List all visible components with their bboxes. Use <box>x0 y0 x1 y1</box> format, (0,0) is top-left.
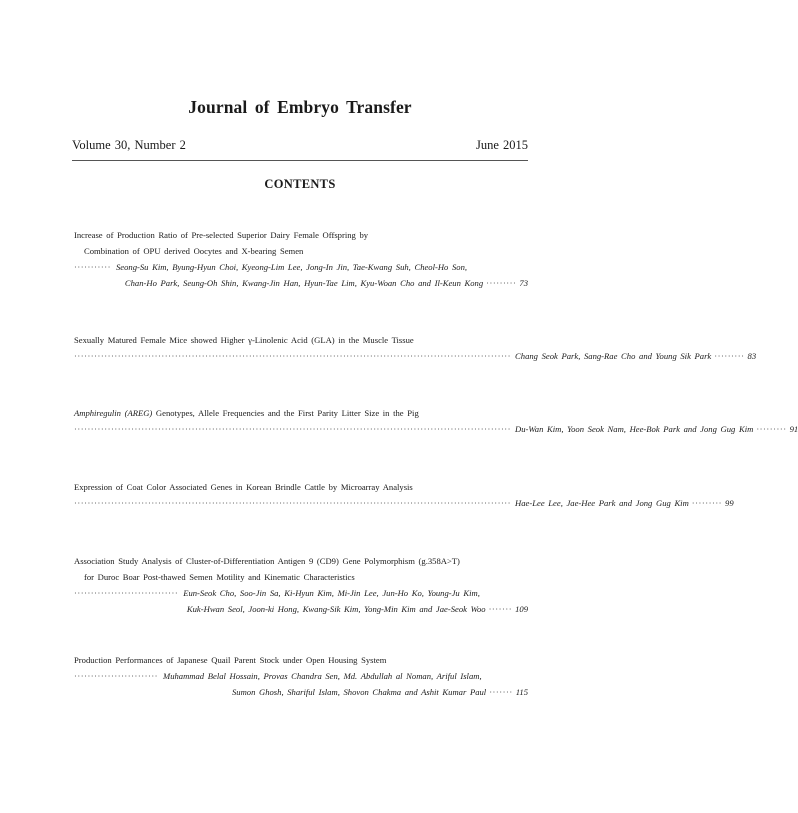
article-authors: Eun-Seok Cho, Soo-Jin Sa, Ki-Hyun Kim, Mi-Jin Lee, Jun-Ho Ko, Young-Ju Kim, <box>183 588 480 598</box>
page-number: 91 <box>789 424 798 434</box>
toc-entry[interactable] <box>74 332 757 364</box>
dot-leader: ········· <box>756 424 787 434</box>
article-title-rest: Genotypes, Allele Frequencies and the First Parity Litter Size in the Pig <box>152 408 419 418</box>
article-title <box>74 405 528 421</box>
header-divider <box>72 160 528 161</box>
issue-date: June 2015 <box>475 138 528 152</box>
page-number: 115 <box>515 687 528 697</box>
page-number: 109 <box>515 604 528 614</box>
dot-leader: ··········· <box>74 262 111 272</box>
author-line <box>74 495 734 511</box>
dot-leader: ······· <box>489 687 513 697</box>
author-line <box>74 668 528 684</box>
author-line <box>74 585 528 601</box>
dot-leader: ········· <box>714 351 745 361</box>
author-line <box>74 275 528 291</box>
article-title-continued: for Duroc Boar Post-thawed Semen Motility and Kinematic Characteristics <box>84 572 355 582</box>
toc-entry[interactable] <box>74 227 528 291</box>
article-authors: Chang Seok Park, Sang-Rae Cho and Young Sik Park <box>515 351 712 361</box>
journal-title: Journal of Embryo Transfer <box>188 97 412 117</box>
article-title-continued: Combination of OPU derived Oocytes and X-bearing Semen <box>84 246 304 256</box>
author-line <box>74 348 757 364</box>
article-authors-continued: Chan-Ho Park, Seung-Oh Shin, Kwang-Jin Han, Hyun-Tae Lim, Kyu-Woan Cho and Il-Keun Kong <box>124 278 484 288</box>
author-line <box>74 421 798 437</box>
dot-leader: ······························· <box>74 588 179 598</box>
dot-leader: ······· <box>488 604 513 614</box>
article-authors-continued: Kuk-Hwan Seol, Joon-ki Hong, Kwang-Sik Kim, Yong-Min Kim and Jae-Seok Woo <box>186 604 486 614</box>
article-title: Sexually Matured Female Mice showed Higher γ-Linolenic Acid (GLA) in the Muscle Tissue <box>74 335 414 345</box>
page-number: 83 <box>747 351 757 361</box>
dot-leader: ········· <box>691 498 723 508</box>
toc-entry[interactable] <box>74 553 528 617</box>
dot-leader: ·································································································································· <box>74 498 512 508</box>
dot-leader: ·································································································································· <box>74 351 512 361</box>
article-authors: Du-Wan Kim, Yoon Seok Nam, Hee-Bok Park and Jong Gug Kim <box>515 424 754 434</box>
dot-leader: ········· <box>486 278 517 288</box>
dot-leader: ························· <box>74 671 159 681</box>
author-line <box>74 259 528 275</box>
article-title: Production Performances of Japanese Quail Parent Stock under Open Housing System <box>74 655 387 665</box>
author-line <box>74 601 528 617</box>
toc-entry[interactable] <box>74 479 734 511</box>
article-title-gene: Amphiregulin (AREG) <box>74 408 153 418</box>
dot-leader: ·································································································································· <box>74 424 512 434</box>
author-line <box>74 684 528 700</box>
page-number: 99 <box>725 498 734 508</box>
article-title: Increase of Production Ratio of Pre-selected Superior Dairy Female Offspring by <box>74 230 369 240</box>
toc-entry[interactable] <box>74 405 798 437</box>
issue-line <box>72 138 528 153</box>
article-authors-continued: Sumon Ghosh, Shariful Islam, Shovon Chakma and Ashit Kumar Paul <box>231 687 487 697</box>
contents-heading: CONTENTS <box>264 177 336 191</box>
article-authors: Hae-Lee Lee, Jae-Hee Park and Jong Gug Kim <box>515 498 689 508</box>
volume-number: Volume 30, Number 2 <box>72 138 186 152</box>
page-number: 73 <box>519 278 528 288</box>
article-title: Expression of Coat Color Associated Genes in Korean Brindle Cattle by Microarray Analysis <box>74 482 413 492</box>
article-authors: Muhammad Belal Hossain, Provas Chandra Sen, Md. Abdullah al Noman, Ariful Islam, <box>163 671 482 681</box>
toc-entry[interactable] <box>74 652 528 700</box>
article-title: Association Study Analysis of Cluster-of-Differentiation Antigen 9 (CD9) Gene Polymorphism (g.358A>T) <box>74 556 460 566</box>
article-authors: Seong-Su Kim, Byung-Hyun Choi, Kyeong-Lim Lee, Jong-In Jin, Tae-Kwang Suh, Cheol-Ho Son, <box>115 262 468 272</box>
